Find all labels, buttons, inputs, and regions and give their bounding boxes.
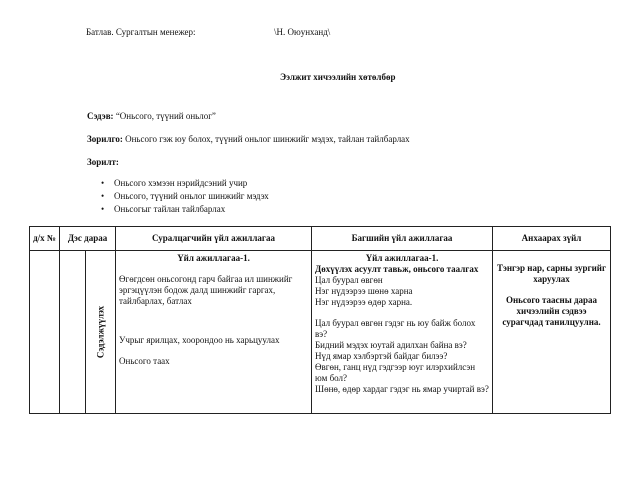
topic-label: Сэдэв: (87, 111, 114, 121)
header-teacher: Багшийн үйл ажиллагаа (312, 227, 493, 251)
table-header-row (30, 227, 611, 251)
table-row (30, 251, 611, 414)
stage-label: Сэдэлжүүлэх (95, 305, 105, 359)
objectives-label: Зорилт: (87, 157, 119, 167)
teacher-activity-title: Үйл ажиллагаа-1. (365, 253, 439, 263)
teacher-activity-line: Өвгөн, ганц нүд гэдгээр юуг илэрхийлсэн юм бол? (315, 362, 476, 383)
approver-label: Батлав. Сургалтын менежер: (86, 27, 196, 37)
approver-name: \Н. Оюунханд\ (274, 27, 331, 37)
teacher-activity-line: Нэг нүдээрээ өдөр харна. (315, 297, 413, 307)
objective-item: • Оньсогыг тайлан тайлбарлах (95, 203, 269, 216)
objective-item: • Оньсого хэмээн нэрийдсэний учир (95, 177, 269, 190)
student-activity-line: Учрыг ярилцах, хоорондоо нь харьцуулах (119, 335, 280, 345)
stage-cell (86, 251, 116, 414)
goal-line (87, 134, 410, 145)
teacher-activity-cell (312, 251, 493, 414)
student-activity-title: Үйл ажиллагаа-1. (177, 253, 250, 263)
goal-value: Оньсого гэж юу болох, түүний оньлог шинжийг мэдэх, тайлан тайлбарлах (122, 134, 410, 144)
header-attention: Анхаарах зүйл (493, 227, 611, 251)
topic-value: “Оньсого, түүний оньлог” (113, 111, 216, 121)
attention-note: Тэнгэр нар, сарны зургийг харуулах (496, 263, 607, 284)
header-student: Суралцагчийн үйл ажиллагаа (116, 227, 312, 251)
teacher-activity-subtitle: Дөхүүлэх асуулт тавьж, оньсого таалгах (315, 264, 479, 274)
student-activity-cell (116, 251, 312, 414)
objective-item: • Оньсого, түүний оньлог шинжийг мэдэх (95, 190, 269, 203)
teacher-activity-line: Цал буурал өвгөн (315, 275, 383, 285)
teacher-activity-line: Цал буурал өвгөн гэдэг нь юу байж болох вэ? (315, 318, 476, 339)
document-title: Ээлжит хичээлийн хөтөлбөр (280, 72, 396, 82)
attention-note: Оньсого таасны дараа хичээлийн сэдвээ сурагчдад танилцуулна. (502, 295, 601, 327)
num-cell (30, 251, 60, 414)
lesson-plan-table (29, 226, 611, 414)
goal-label: Зорилго: (87, 134, 123, 144)
student-activity-line: Өгөгдсөн оньсогонд гарч байгаа ил шинжийг эргэцүүлэн бодож далд шинжийг гаргах, тайлбарлах, батлах (119, 274, 293, 306)
student-activity-line: Оньсого таах (119, 356, 170, 366)
teacher-activity-line: Нэг нүдээрээ шөнө харна (315, 286, 413, 296)
header-order: Дэс дараа (60, 227, 116, 251)
order-blank-cell (60, 251, 86, 414)
attention-cell (493, 251, 611, 414)
teacher-activity-line: Шөнө, өдөр хардаг гэдэг нь ямар учиртай вэ? (315, 384, 489, 394)
teacher-activity-line: Нүд ямар хэлбэртэй байдаг билээ? (315, 351, 448, 361)
teacher-activity-line: Бидний мэдэх юутай адилхан байна вэ? (315, 340, 467, 350)
topic-line (87, 111, 216, 122)
header-num: д/х № (30, 227, 60, 251)
objectives-list (95, 177, 269, 216)
